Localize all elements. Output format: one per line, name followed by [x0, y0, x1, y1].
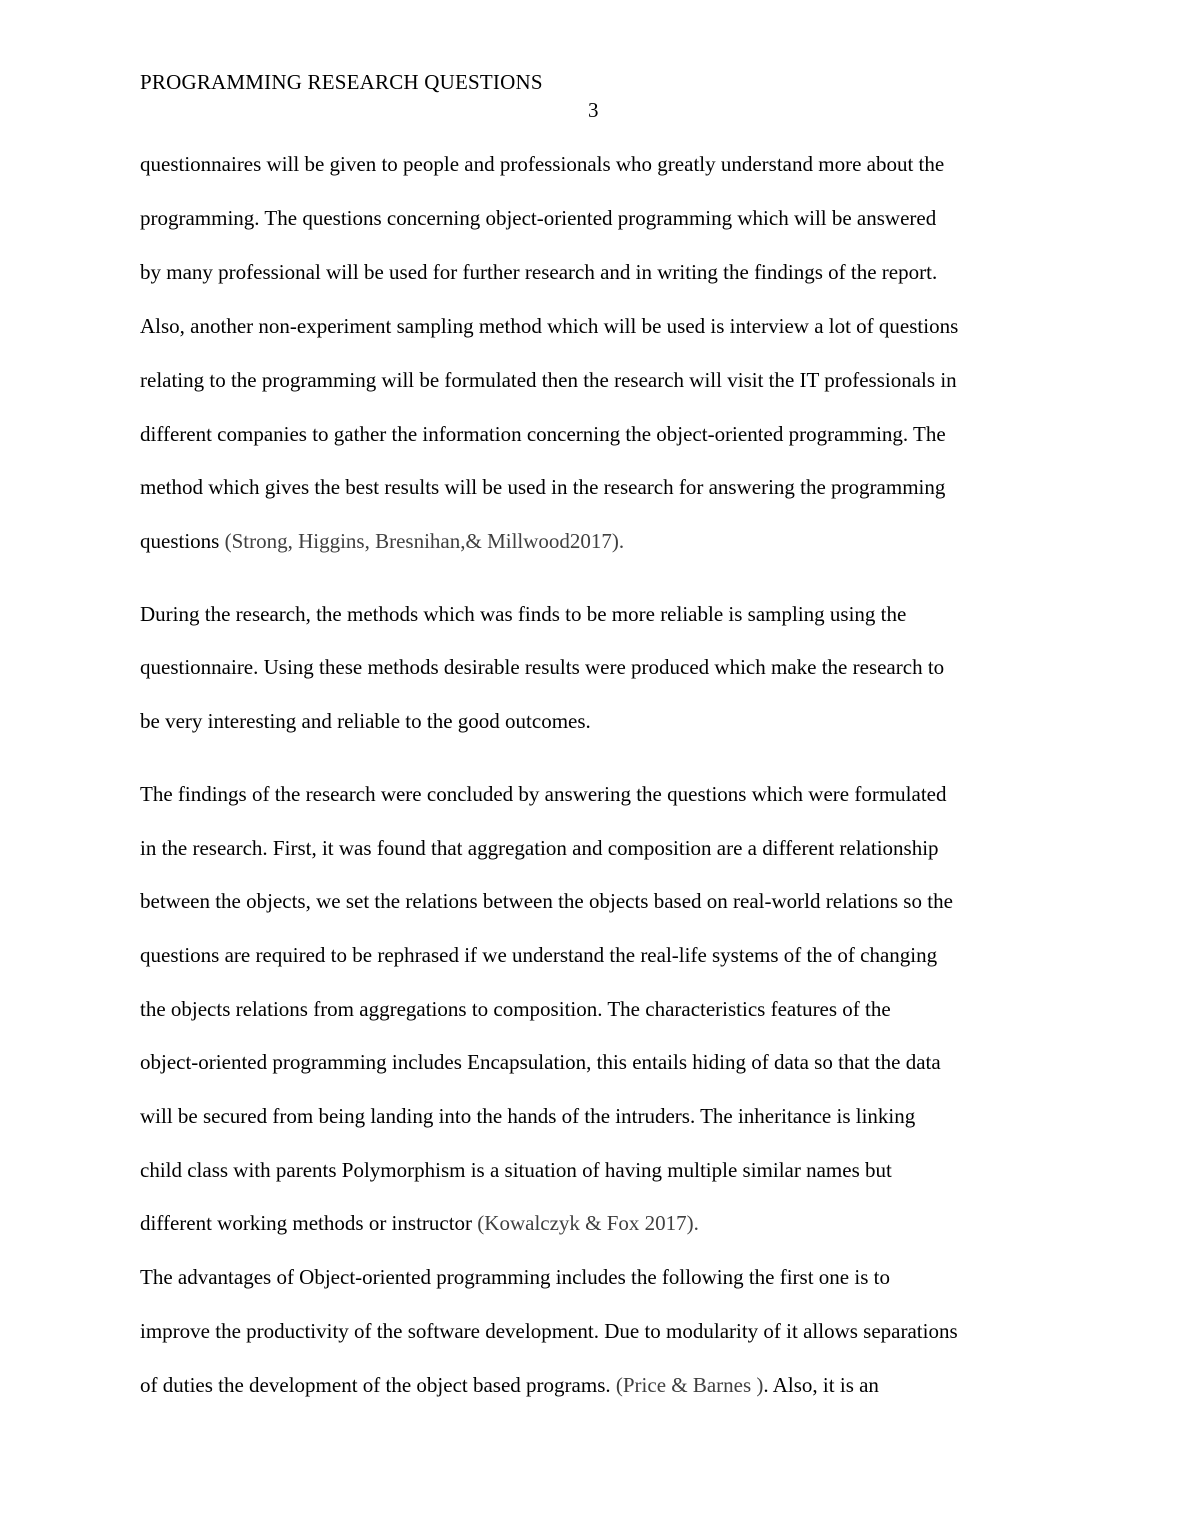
paragraph-2-line-1: During the research, the methods which was finds to be more reliable is sampling using the	[140, 602, 907, 626]
paragraph-1-line-6: different companies to gather the information concerning the object-oriented programming. The	[140, 422, 946, 446]
paragraph-3-line-5: the objects relations from aggregations to composition. The characteristics features of the	[140, 997, 891, 1021]
paragraph-3-line-2: in the research. First, it was found that aggregation and composition are a different relationship	[140, 836, 939, 860]
paragraph-3-line-4: questions are required to be rephrased if we understand the real-life systems of the of changing	[140, 943, 938, 967]
paragraph-4-line-2: improve the productivity of the software development. Due to modularity of it allows separations	[140, 1319, 958, 1343]
paragraph-1-line-1: questionnaires will be given to people and professionals who greatly understand more about the	[140, 152, 945, 176]
paragraph-4-line-1: The advantages of Object-oriented programming includes the following the first one is to	[140, 1265, 890, 1289]
paragraph-3-line-3: between the objects, we set the relations between the objects based on real-world relations so the	[140, 889, 953, 913]
paragraph-1-line-7: method which gives the best results will be used in the research for answering the programming	[140, 475, 946, 499]
running-head: PROGRAMMING RESEARCH QUESTIONS	[140, 70, 543, 94]
paragraph-1-line-4: Also, another non-experiment sampling method which will be used is interview a lot of questions	[140, 314, 959, 338]
paragraph-1-line-5: relating to the programming will be formulated then the research will visit the IT professionals in	[140, 368, 957, 392]
paragraph-1-line-8-text: questions	[140, 529, 225, 553]
paragraph-3-line-6: object-oriented programming includes Encapsulation, this entails hiding of data so that the data	[140, 1050, 941, 1074]
paragraph-3-line-1: The findings of the research were concluded by answering the questions which were formulated	[140, 782, 947, 806]
paragraph-4-line-3-text: of duties the development of the object based programs.	[140, 1373, 616, 1397]
paragraph-4-line-3	[140, 1372, 879, 1398]
paragraph-2-line-3: be very interesting and reliable to the good outcomes.	[140, 709, 591, 733]
paragraph-3-line-7: will be secured from being landing into the hands of the intruders. The inheritance is linking	[140, 1104, 916, 1128]
paragraph-3-line-8: child class with parents Polymorphism is a situation of having multiple similar names but	[140, 1158, 892, 1182]
citation-strong-2017: (Strong, Higgins, Bresnihan,& Millwood2017).	[224, 529, 625, 553]
paragraph-2-line-2: questionnaire. Using these methods desirable results were produced which make the research to	[140, 655, 945, 679]
paragraph-1-line-3: by many professional will be used for further research and in writing the findings of the report.	[140, 260, 938, 284]
paragraph-3-line-9-text: different working methods or instructor	[140, 1211, 478, 1235]
page-number: 3	[588, 98, 599, 122]
paragraph-4-line-3-tail: . Also, it is an	[763, 1373, 879, 1397]
paragraph-1-line-2: programming. The questions concerning object-oriented programming which will be answered	[140, 206, 937, 230]
paragraph-3-line-9	[140, 1210, 699, 1236]
paragraph-1-line-8	[140, 528, 624, 554]
citation-kowalczyk-2017: (Kowalczyk & Fox 2017).	[477, 1211, 699, 1235]
citation-price-barnes: (Price & Barnes )	[615, 1373, 764, 1397]
